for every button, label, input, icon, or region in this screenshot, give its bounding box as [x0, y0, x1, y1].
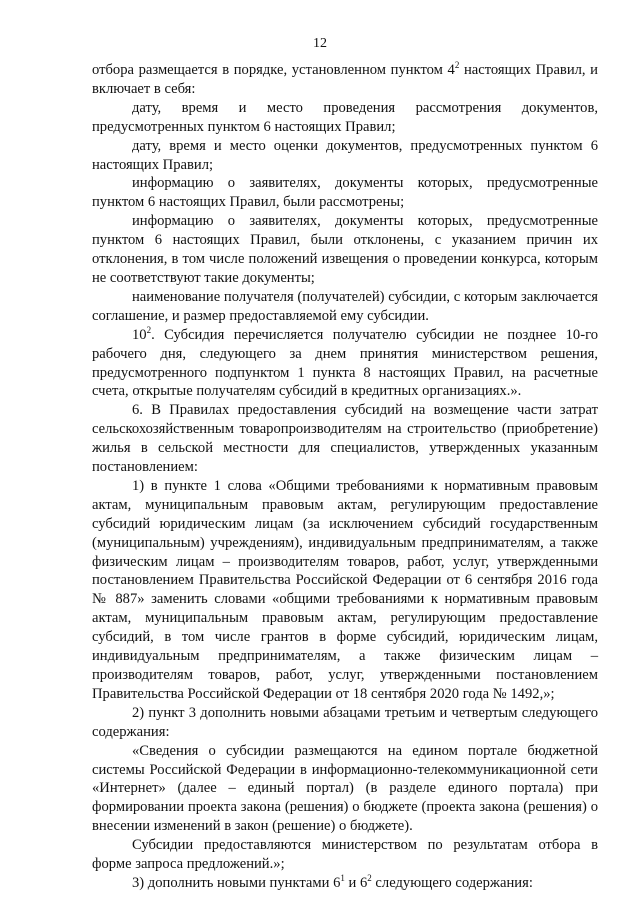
paragraph-text: 3) дополнить новыми пунктами 6	[132, 874, 341, 891]
paragraph	[92, 836, 598, 874]
superscript: 2	[367, 873, 372, 884]
paragraph	[92, 704, 598, 742]
page-number: 12	[313, 36, 327, 51]
paragraph-text: настоящих Правил, и включает в себя:	[92, 62, 598, 97]
paragraph-text: Субсидии предоставляются министерством по результатам отбора в форме запроса предложений.»;	[92, 837, 598, 873]
paragraph-text: дату, время и место проведения рассмотрения документов, предусмотренных пунктом 6 настоящих Правил;	[92, 99, 598, 135]
paragraph-text: 6. В Правилах предоставления субсидий на возмещение части затрат сельскохозяйственным товаропроизводителям на строительство (приобретение) жилья в сельской местности для специалистов, утвержденных указанным постановлением:	[92, 402, 598, 476]
paragraph	[92, 477, 598, 704]
paragraph	[92, 874, 598, 893]
paragraph-text: отбора размещается в порядке, установленном пунктом 4	[92, 62, 455, 78]
paragraph-text: . Субсидия перечисляется получателю субсидии не позднее 10-го рабочего дня, следующего за днем принятия министерством решения, предусмотренного подпунктом 1 пункта 8 настоящих Правил, на расчетные счета, открытые получателям субсидий в кредитных организациях.».	[92, 326, 598, 400]
document-body	[92, 61, 598, 893]
paragraph-text: 1) в пункте 1 слова «Общими требованиями к нормативным правовым актам, муниципальным правовым актам, регулирующим предоставление субсидий юридическим лицам (за исключением субсидий государственным (муниципальным) учреждениям), индивидуальным предпринимателям, а также физическим лицам – производителям товаров, работ, услуг, утвержденными постановлением Правительства Российской Федерации от 6 сентября 2016 года № 887» заменить словами «общими требованиями к нормативным правовым актам, муниципальным правовым актам, регулирующим предоставление субсидий, в том числе грантов в форме субсидий, юридическим лицам, индивидуальным предпринимателям, а также физическим лицам – производителям товаров, работ, услуг, утвержденными постановлением Правительства Российской Федерации от 18 сентября 2020 года № 1492,»;	[92, 477, 598, 702]
superscript: 1	[340, 873, 345, 884]
paragraph-text: дату, время и место оценки документов, предусмотренных пунктом 6 настоящих Правил;	[92, 137, 598, 173]
paragraph	[92, 99, 598, 137]
paragraph	[92, 326, 598, 402]
paragraph	[92, 742, 598, 837]
paragraph-text: 2) пункт 3 дополнить новыми абзацами третьим и четвертым следующего содержания:	[92, 704, 598, 740]
paragraph	[92, 137, 598, 175]
paragraph-text: информацию о заявителях, документы которых, предусмотренные пунктом 6 настоящих Правил, были рассмотрены;	[92, 175, 598, 211]
paragraph	[92, 61, 598, 99]
paragraph-text: 10	[132, 326, 147, 343]
paragraph-text: информацию о заявителях, документы которых, предусмотренные пунктом 6 настоящих Правил, были отклонены, с указанием причин их отклонения, в том числе положений извещения о проведении конкурса, которым не соответствуют такие документы;	[92, 213, 598, 286]
paragraph	[92, 401, 598, 477]
paragraph-text: и 6	[344, 874, 368, 891]
superscript: 2	[146, 324, 152, 335]
paragraph-text: наименование получателя (получателей) субсидии, с которым заключается соглашение, и размер предоставляемой ему субсидии.	[92, 288, 598, 324]
paragraph	[92, 288, 598, 326]
paragraph	[92, 174, 598, 212]
paragraph-text: следующего содержания:	[371, 874, 533, 891]
superscript: 2	[454, 60, 460, 71]
paragraph-text: «Сведения о субсидии размещаются на едином портале бюджетной системы Российской Федерации в информационно-телекоммуникационной сети «Интернет» (далее – единый портал) (в разделе единого портала) при формировании проекта закона (решения) о бюджете (проекта закона (решения) о внесении изменений в закон (решение) о бюджете).	[92, 742, 598, 835]
paragraph	[92, 212, 598, 288]
